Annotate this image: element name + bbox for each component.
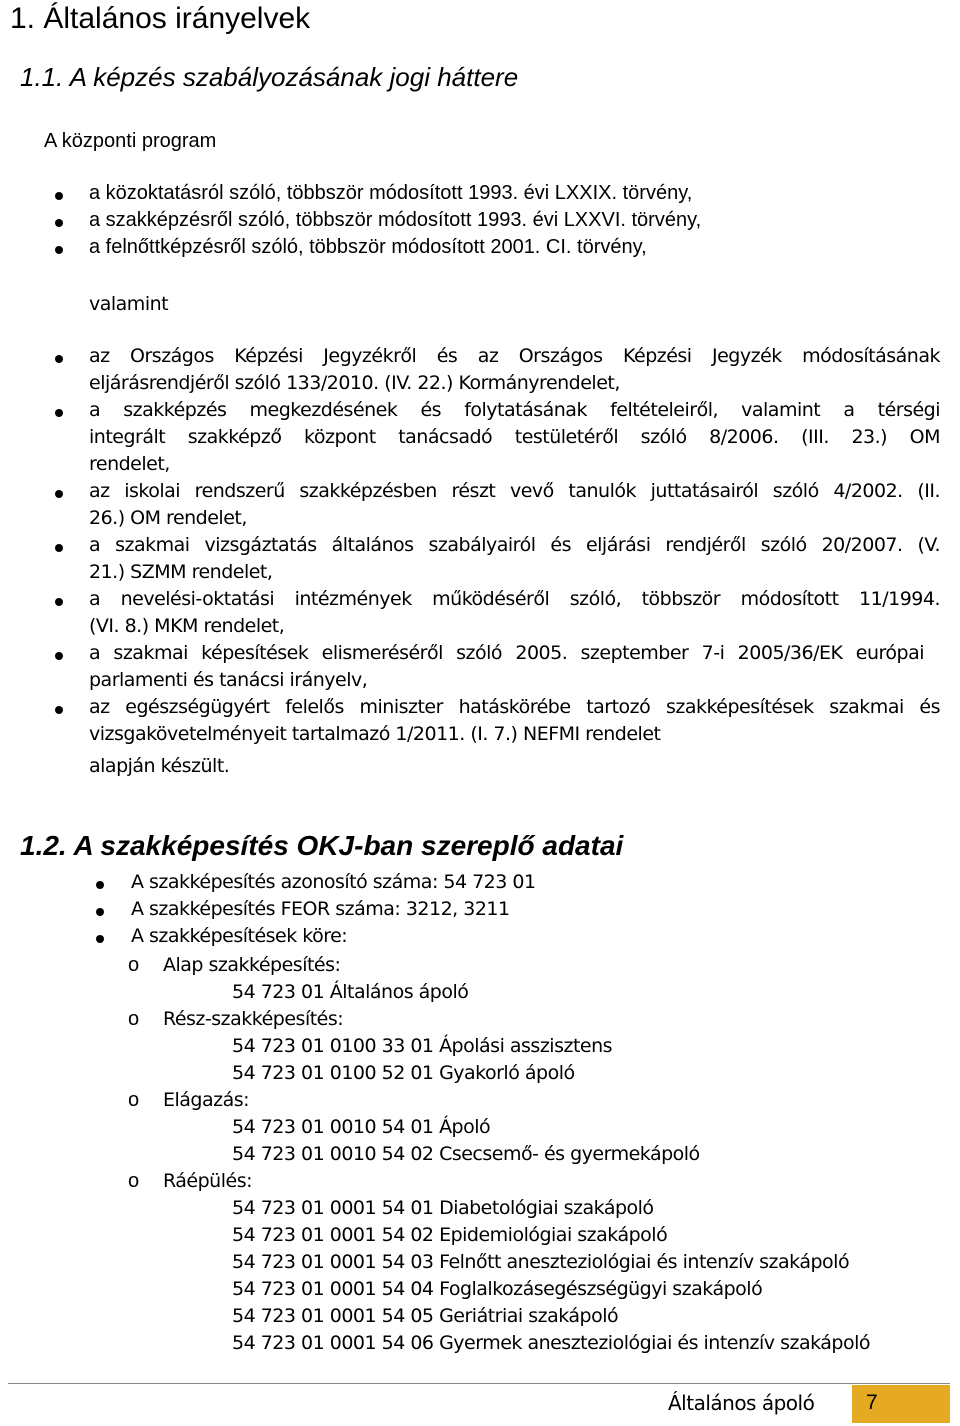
list-item-line: a szakképzés megkezdésének és folytatásának feltételeiről, valamint a térségi xyxy=(89,399,940,421)
bullet-icon xyxy=(55,409,63,417)
connector-text: valamint xyxy=(89,293,169,315)
group-entry: 54 723 01 0001 54 04 Foglalkozásegészségügyi szakápoló xyxy=(232,1278,763,1300)
group-entry: 54 723 01 0001 54 01 Diabetológiai szakápoló xyxy=(232,1197,654,1219)
list-item: a felnőttképzésről szóló, többször módosított 2001. CI. törvény, xyxy=(89,236,647,258)
bullet-icon xyxy=(96,908,104,916)
list-item: A szakképesítés FEOR száma: 3212, 3211 xyxy=(131,898,510,920)
group-label: Ráépülés: xyxy=(163,1170,252,1192)
footer-divider xyxy=(8,1383,950,1384)
bullet-icon xyxy=(55,219,63,227)
group-entry: 54 723 01 0100 33 01 Ápolási asszisztens xyxy=(232,1035,613,1057)
list-item: a szakképzésről szóló, többször módosított 1993. évi LXXVI. törvény, xyxy=(89,209,702,231)
list-item-line: a szakmai vizsgáztatás általános szabályairól és eljárási rendjéről szóló 20/2007. (V. xyxy=(89,534,940,556)
list-item: A szakképesítések köre: xyxy=(131,925,348,947)
bullet-icon xyxy=(96,881,104,889)
bullet-icon xyxy=(55,192,63,200)
intro-text: A központi program xyxy=(44,130,217,152)
group-entry: 54 723 01 0001 54 03 Felnőtt aneszteziológiai és intenzív szakápoló xyxy=(232,1251,850,1273)
list-item-line: 21.) SZMM rendelet, xyxy=(89,561,273,583)
page-number: 7 xyxy=(866,1391,878,1414)
list-item: A szakképesítés azonosító száma: 54 723 01 xyxy=(131,871,536,893)
bullet-icon xyxy=(55,544,63,552)
circle-bullet-icon: o xyxy=(128,1170,140,1192)
bullet-icon xyxy=(55,706,63,714)
list-item-line: az Országos Képzési Jegyzékről és az Országos Képzési Jegyzék módosításának xyxy=(89,345,940,367)
group-entry: 54 723 01 0001 54 06 Gyermek aneszteziológiai és intenzív szakápoló xyxy=(232,1332,870,1354)
closing-text: alapján készült. xyxy=(89,755,230,777)
bullet-icon xyxy=(55,598,63,606)
group-entry: 54 723 01 0100 52 01 Gyakorló ápoló xyxy=(232,1062,575,1084)
list-item-line: a szakmai képesítések elismeréséről szóló 2005. szeptember 7-i 2005/36/EK európai xyxy=(89,642,924,664)
circle-bullet-icon: o xyxy=(128,1008,140,1030)
list-item-line: 26.) OM rendelet, xyxy=(89,507,247,529)
group-entry: 54 723 01 0001 54 02 Epidemiológiai szakápoló xyxy=(232,1224,668,1246)
bullet-icon xyxy=(55,490,63,498)
group-entry: 54 723 01 0010 54 02 Csecsemő- és gyermekápoló xyxy=(232,1143,700,1165)
section-1-2-heading: 1.2. A szakképesítés OKJ-ban szereplő adatai xyxy=(20,830,624,861)
list-item-line: rendelet, xyxy=(89,453,170,475)
list-item-line: parlamenti és tanácsi irányelv, xyxy=(89,669,368,691)
bullet-icon xyxy=(55,355,63,363)
circle-bullet-icon: o xyxy=(128,1089,140,1111)
list-item-line: (VI. 8.) MKM rendelet, xyxy=(89,615,285,637)
circle-bullet-icon: o xyxy=(128,954,140,976)
group-entry: 54 723 01 0010 54 01 Ápoló xyxy=(232,1116,491,1138)
list-item-line: eljárásrendjéről szóló 133/2010. (IV. 22.) Kormányrendelet, xyxy=(89,372,620,394)
bullet-icon xyxy=(55,652,63,660)
bullet-icon xyxy=(96,935,104,943)
list-item-line: a nevelési-oktatási intézmények működéséről szóló, többször módosított 11/1994. xyxy=(89,588,940,610)
group-label: Rész-szakképesítés: xyxy=(163,1008,344,1030)
group-label: Elágazás: xyxy=(163,1089,250,1111)
footer-label: Általános ápoló xyxy=(668,1391,815,1415)
group-label: Alap szakképesítés: xyxy=(163,954,341,976)
section-1-1-heading: 1.1. A képzés szabályozásának jogi háttere xyxy=(20,62,519,92)
list-item-line: vizsgakövetelményeit tartalmazó 1/2011. (I. 7.) NEFMI rendelet xyxy=(89,723,661,745)
bullet-icon xyxy=(55,246,63,254)
list-item: a közoktatásról szóló, többször módosított 1993. évi LXXIX. törvény, xyxy=(89,182,693,204)
list-item-line: integrált szakképző központ tanácsadó testületéről szóló 8/2006. (III. 23.) OM xyxy=(89,426,940,448)
list-item-line: az egészségügyért felelős miniszter hatáskörébe tartozó szakképesítések szakmai és xyxy=(89,696,940,718)
group-entry: 54 723 01 Általános ápoló xyxy=(232,981,469,1003)
group-entry: 54 723 01 0001 54 05 Geriátriai szakápoló xyxy=(232,1305,619,1327)
chapter-heading: 1. Általános irányelvek xyxy=(10,2,311,35)
list-item-line: az iskolai rendszerű szakképzésben részt vevő tanulók juttatásairól szóló 4/2002. (II. xyxy=(89,480,940,502)
